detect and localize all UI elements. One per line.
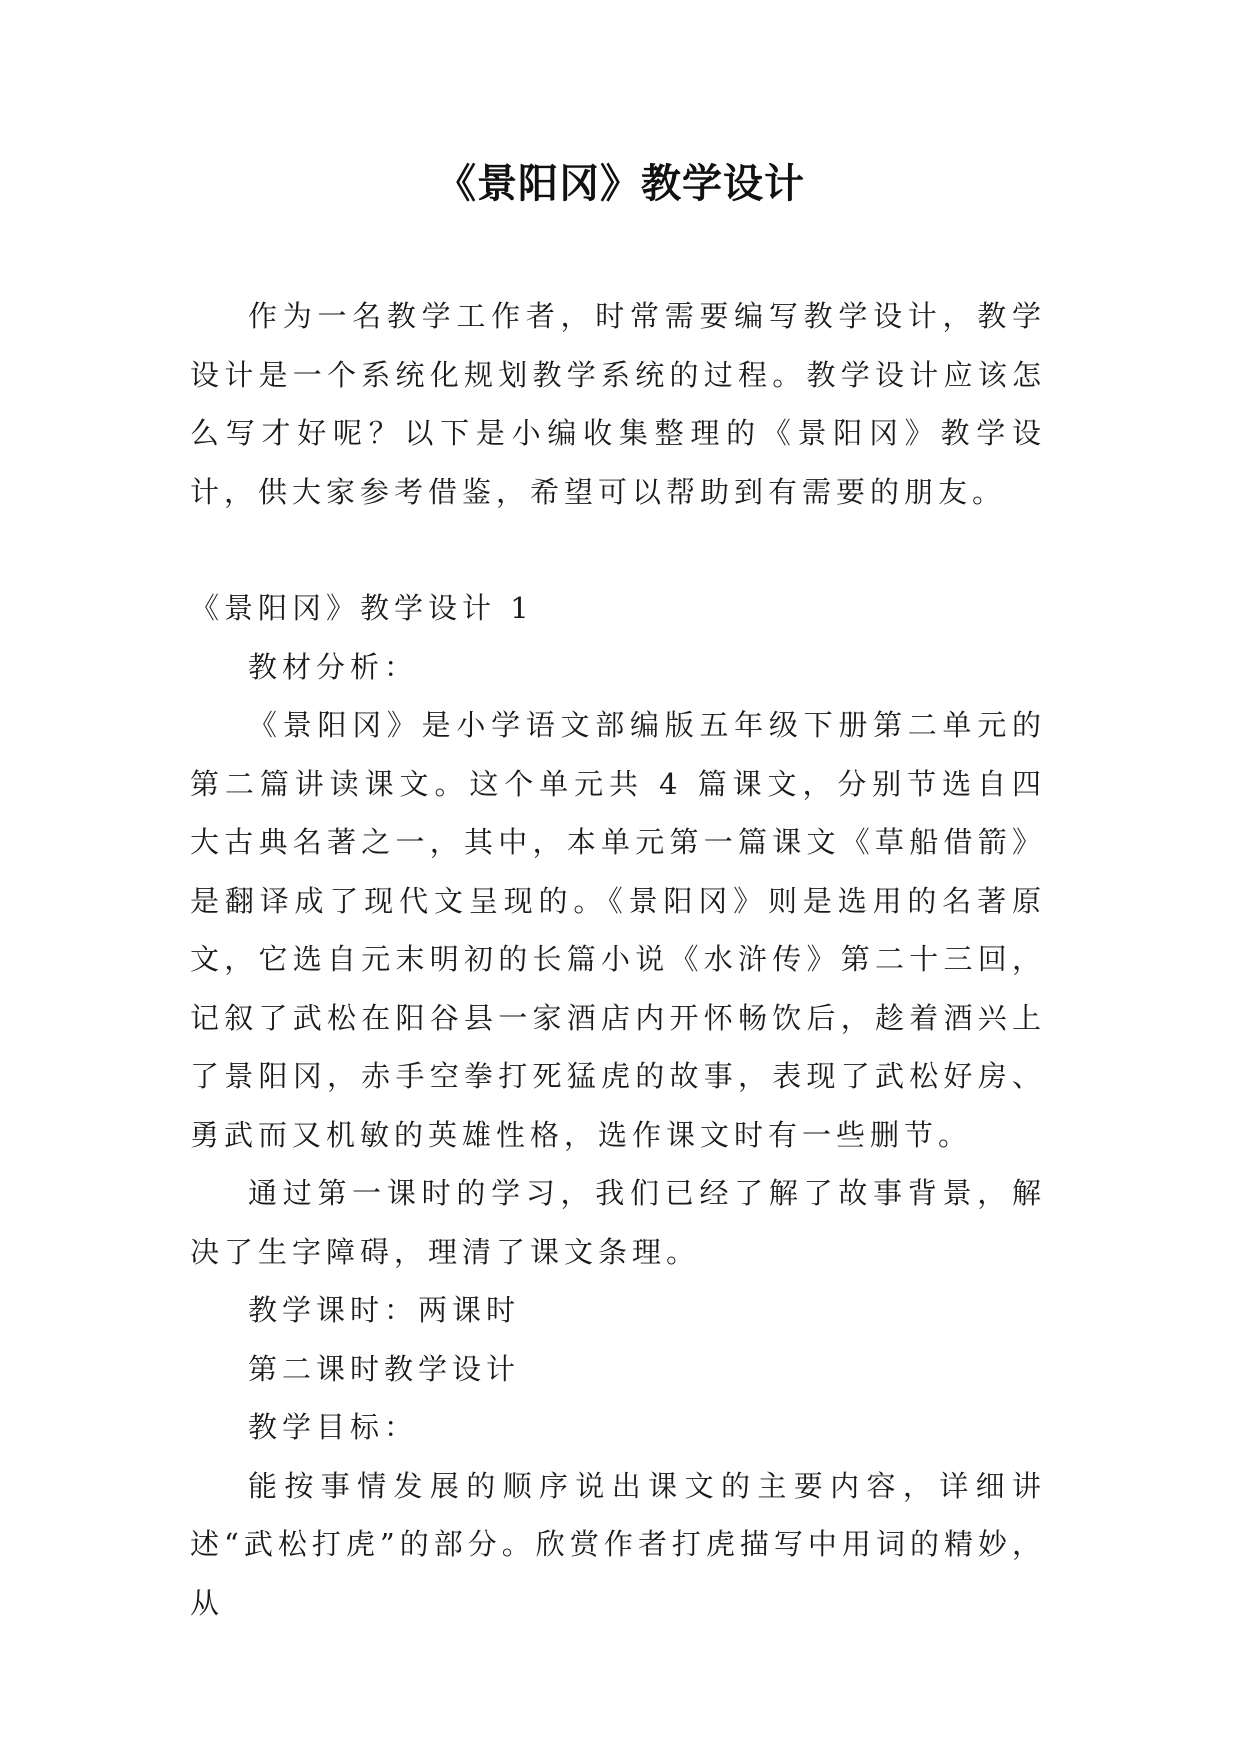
paragraph-analysis-label: 教材分析：: [248, 649, 419, 684]
paragraph-lesson-count: 教学课时：两课时: [248, 1293, 521, 1327]
paragraph-analysis: 《景阳冈》是小学语文部编版五年级下册第二单元的第二篇讲读课文。这个单元共 4 篇课文，分别节选自四大古典名著之一，其中，本单元第一篇课文《草船借箭》是翻译成了现代文呈现的。《景阳冈》则是选用的名著原文，它选自元末明初的长篇小说《水浒传》第二十三回，记叙了武松在阳谷县一家酒店内开怀畅饮后，趁着酒兴上了景阳冈，赤手空拳打死猛虎的故事，表现了武松好房、勇武而又机敏的英雄性格，选作课文时有一些删节。: [190, 708, 1046, 1152]
document-title: 《景阳冈》教学设计: [436, 160, 805, 207]
intro-paragraph: 作为一名教学工作者，时常需要编写教学设计，教学设计是一个系统化规划教学系统的过程。教学设计应该怎么写才好呢？以下是小编收集整理的《景阳冈》教学设计，供大家参考借鉴，希望可以帮助到有需要的朋友。: [190, 299, 1046, 509]
paragraph-second-lesson: 第二课时教学设计: [248, 1351, 521, 1386]
section-spacer: [190, 521, 1046, 579]
paragraph-first-lesson: 通过第一课时的学习，我们已经了解了故事背景，解决了生字障碍，理清了课文条理。: [190, 1176, 1046, 1269]
document-body: [190, 287, 1046, 1632]
paragraph-goals: 能按事情发展的顺序说出课文的主要内容，详细讲述“武松打虎”的部分。欣赏作者打虎描写中用词的精妙，从: [190, 1468, 1046, 1620]
paragraph-goals-label: 教学目标：: [248, 1410, 419, 1444]
section-heading: 《景阳冈》教学设计 1: [190, 591, 534, 625]
